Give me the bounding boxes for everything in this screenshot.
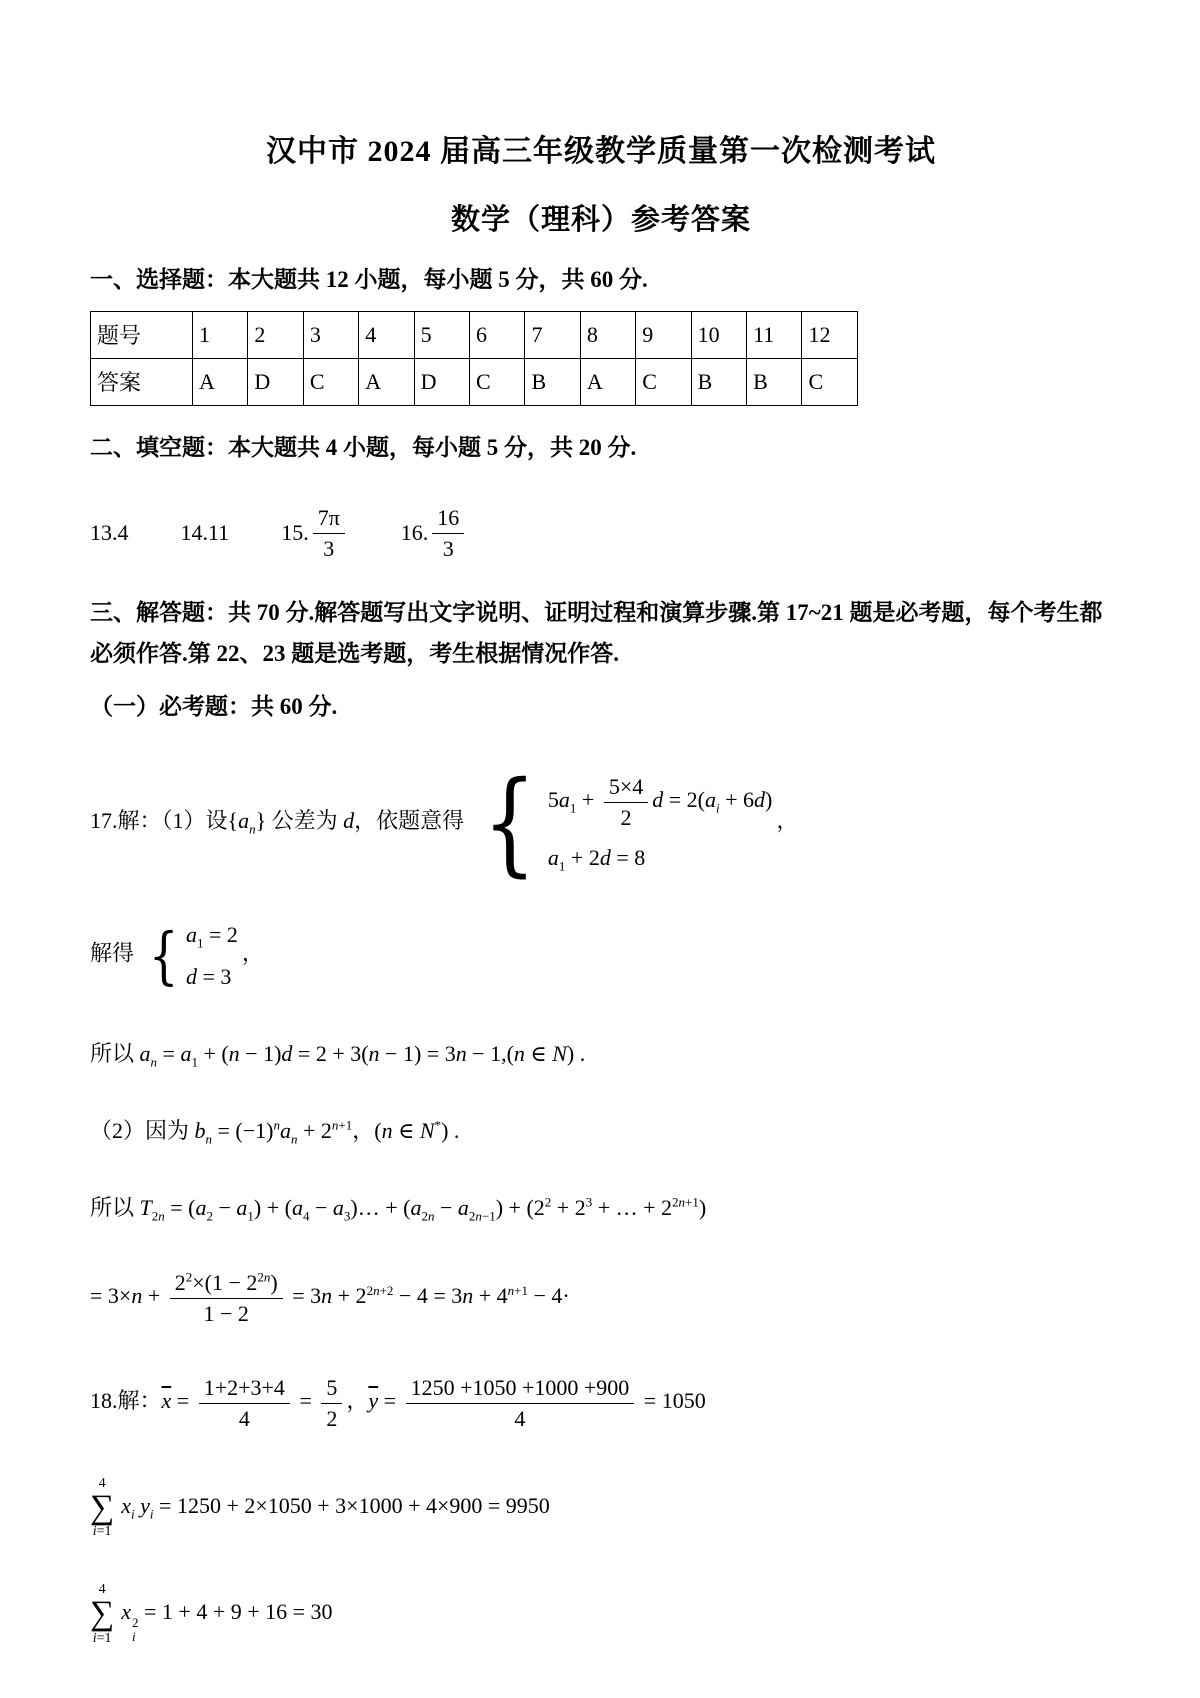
question-number-cell: 12 xyxy=(802,311,858,358)
row-header-answer: 答案 xyxy=(91,358,193,405)
answer-fraction: $\frac{7\pi}{3}$ xyxy=(313,503,345,563)
row-header-question-number: 题号 xyxy=(91,311,193,358)
question-number-cell: 2 xyxy=(248,311,303,358)
fill-in-answers-row xyxy=(90,503,1112,563)
solution-18-step-2: 4 ∑ i=1 $x_i$ $y_i = 1250 + 2\times 1050 + 3\times 1000 + 4\times 900 = 9950$ xyxy=(90,1476,550,1540)
document-subtitle: 数学（理科）参考答案 xyxy=(450,204,751,236)
section2-heading: 二、填空题：本大题共 4 小题，每小题 5 分，共 20 分. xyxy=(90,434,637,460)
answer-cell: D xyxy=(248,358,303,405)
fill-answer-16 xyxy=(401,503,469,563)
answer-label: 16. xyxy=(400,520,429,546)
answer-cell: A xyxy=(359,358,414,405)
answer-label: 14. xyxy=(180,520,208,546)
answer-row xyxy=(91,358,858,405)
document-title: 汉中市 2024 届高三年级教学质量第一次检测考试 xyxy=(266,135,936,168)
answer-value: 4 xyxy=(117,520,129,546)
question-number-cell: 6 xyxy=(470,311,525,358)
required-questions-heading: （一）必考题：共 60 分. xyxy=(90,694,338,720)
answer-cell: B xyxy=(525,358,580,405)
answer-cell: A xyxy=(193,358,248,405)
section3-heading: 三、解答题：共 70 分.解答题写出文字说明、证明过程和演算步骤.第 17~21 题是必考题，每个考生都必须作答.第 22、23 题是选考题，考生根据情况作答. xyxy=(90,600,1103,667)
question-number-cell: 7 xyxy=(525,311,580,358)
answer-value: 11 xyxy=(208,520,230,546)
question-number-cell: 3 xyxy=(303,311,358,358)
answer-cell: C xyxy=(636,358,691,405)
answer-label: 15. xyxy=(281,520,309,546)
solution-18-step-1: 18.解：$\overline{x}$ = $\frac{1+2+3+4}{4}$ = $\frac{5}{2}$ ，$\overline{y}$ = $\frac{1250 +1050 +1000 +900}{4}$ = 1050 xyxy=(90,1373,1112,1433)
answer-cell: B xyxy=(691,358,746,405)
solution-17-step-1: 17.解：（1）设$\{a_n\}$ 公差为 d，依题意得 { $5a_1$ + $\frac{5\times 4}{2}$ $d = 2(a_i + 6d)$ $a_1 + 2d = 8$ ， xyxy=(90,772,1112,874)
solution-17-step-2: 解得 { $a_1 = 2$ d = 3 ， xyxy=(90,918,1112,993)
question-number-cell: 10 xyxy=(691,311,746,358)
fill-answer-15 xyxy=(281,503,349,563)
answer-label: 13. xyxy=(90,520,118,546)
answer-cell: D xyxy=(414,358,469,405)
answer-cell: C xyxy=(303,358,358,405)
answer-fraction: $\frac{16}{3}$ xyxy=(432,503,464,563)
answer-cell: C xyxy=(802,358,858,405)
question-number-cell: 4 xyxy=(359,311,414,358)
question-number-row xyxy=(91,311,858,358)
multiple-choice-answer-table xyxy=(90,311,858,406)
question-number-cell: 1 xyxy=(193,311,248,358)
answer-cell: A xyxy=(580,358,635,405)
solution-17-step-5: 所以 $T_{2n} = (a_2 - a_1) + (a_4$ − $a_3)\dots + (a_{2n} - a_{2n-1}) + (2^2 + 2^3$ + … + $2^{2n+1}$) xyxy=(90,1195,707,1224)
fill-answer-14 xyxy=(181,520,230,546)
solution-17-step-3: 所以 $a_n = a_1 + (n - 1)d = 2 + 3(n - 1) = 3n - 1,(n$ ∈ N) . xyxy=(90,1041,586,1070)
question-number-cell: 11 xyxy=(747,311,802,358)
question-number-cell: 5 xyxy=(414,311,469,358)
answer-cell: C xyxy=(470,358,525,405)
answer-cell: B xyxy=(747,358,802,405)
fill-answer-13 xyxy=(90,520,129,546)
solution-17-step-4: （2）因为 $b_n = (-1)^na_n + 2^{n+1}$，(n ∈ N*) . xyxy=(90,1118,460,1147)
section1-heading: 一、选择题：本大题共 12 小题，每小题 5 分，共 60 分. xyxy=(90,267,648,292)
solution-17-step-6: = 3×n + $\frac{2^2\times(1 - 2^{2n})}{1 - 2}$ = $3n + 2^{2n+2} - 4 = 3n + 4^{n+1} - 4\cdot$ xyxy=(90,1268,1112,1328)
solution-18-step-3: 4 ∑ i=1 x 2 i = 1 + 4 + 9 + 16 = 30 xyxy=(90,1582,333,1646)
question-number-cell: 9 xyxy=(636,311,691,358)
question-number-cell: 8 xyxy=(580,311,635,358)
